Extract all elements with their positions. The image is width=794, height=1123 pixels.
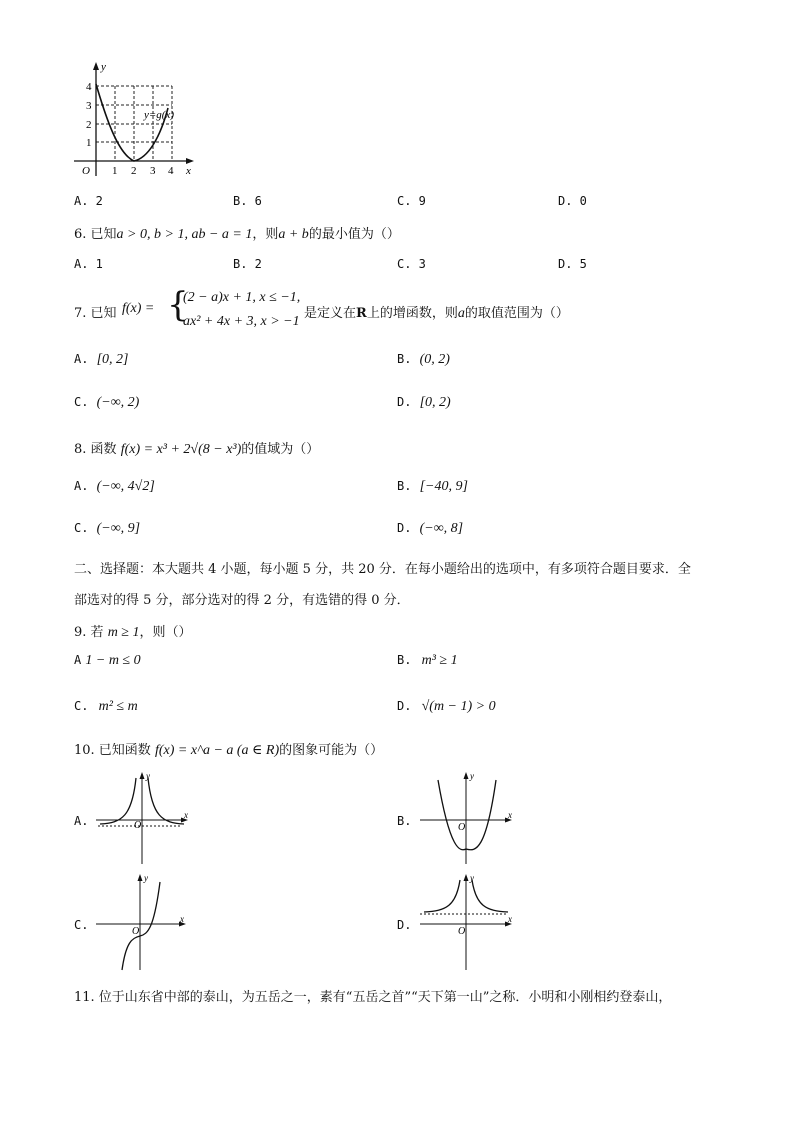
q8-option-a-label: A.: [74, 479, 89, 493]
q8-function: f(x) = x³ + 2√(8 − x³): [120, 442, 242, 457]
q7-case-1: (2 − a)x + 1, x ≤ −1,: [183, 290, 301, 305]
q9-suffix: ，则（）: [139, 625, 192, 640]
q7-option-a-label: A.: [74, 352, 89, 366]
q7-suffix-1: 是定义在: [304, 306, 357, 321]
q5-option-a[interactable]: A. 2: [74, 194, 103, 208]
q10-a-y-label: y: [146, 771, 150, 781]
q7-function-name: f(x) =: [122, 301, 155, 316]
question-8: [74, 438, 319, 458]
q7-option-b-label: B.: [397, 352, 412, 366]
q9-option-a[interactable]: [74, 653, 141, 669]
q10-c-y-label: y: [144, 873, 148, 883]
q8-option-c-label: C.: [74, 521, 89, 535]
top-function-graph: [60, 58, 200, 180]
q9-option-c-value: m² ≤ m: [98, 699, 138, 714]
q9-option-a-value: 1 − m ≤ 0: [85, 653, 141, 668]
q10-option-c[interactable]: C.: [74, 918, 89, 932]
q6-option-d[interactable]: D. 5: [558, 257, 587, 271]
x-tick-3: 3: [150, 165, 156, 177]
q6-condition: a > 0, b > 1, ab − a = 1: [116, 227, 253, 242]
q9-option-b-value: m³ ≥ 1: [421, 653, 458, 668]
q9-option-d[interactable]: [397, 699, 496, 715]
q10-c-origin: O: [132, 926, 140, 937]
question-11: 11. 位于山东省中部的泰山，为五岳之一，素有“五岳之首”“天下第一山”之称．小明和小刚相约登泰山，: [74, 990, 672, 1005]
q8-prefix: 8. 函数: [74, 442, 117, 457]
q5-option-b[interactable]: B. 6: [233, 194, 262, 208]
q10-d-origin: O: [458, 926, 466, 937]
q9-option-a-label: A: [74, 653, 82, 667]
q7-option-c-label: C.: [74, 395, 89, 409]
q8-option-b-label: B.: [397, 479, 412, 493]
q9-option-b[interactable]: [397, 653, 458, 669]
q7-case-2: ax² + 4x + 3, x > −1: [183, 314, 300, 329]
x-tick-4: 4: [168, 165, 174, 177]
q7-suffix-2: 上的增函数，则: [366, 306, 458, 321]
q10-graph-d: [416, 872, 516, 972]
q9-option-d-label: D.: [397, 699, 412, 713]
q10-a-origin: O: [134, 820, 142, 831]
q7-option-d[interactable]: [397, 395, 451, 411]
q10-option-b[interactable]: B.: [397, 814, 412, 828]
q10-a-x-label: x: [184, 810, 188, 820]
q8-option-c-value: (−∞, 9]: [96, 521, 141, 536]
q8-option-c[interactable]: [74, 521, 140, 537]
q7-brace: {: [167, 285, 189, 325]
q8-option-b[interactable]: [397, 479, 468, 495]
question-10: [74, 739, 383, 759]
q7-option-c[interactable]: [74, 395, 139, 411]
q9-option-d-value: √(m − 1) > 0: [421, 699, 496, 714]
q10-prefix: 10. 已知函数: [74, 743, 151, 758]
q9-prefix: 9. 若: [74, 625, 104, 640]
question-9: [74, 621, 192, 641]
q5-option-c[interactable]: C. 9: [397, 194, 426, 208]
q8-option-a[interactable]: [74, 479, 155, 495]
q6-prefix: 6. 已知: [74, 227, 117, 242]
q6-option-a[interactable]: A. 1: [74, 257, 103, 271]
y-tick-2: 2: [86, 119, 92, 131]
q10-graph-c: [92, 872, 192, 972]
x-tick-1: 1: [112, 165, 118, 177]
q10-b-x-label: x: [508, 810, 512, 820]
q10-d-y-label: y: [470, 873, 474, 883]
q8-suffix: 的值域为（）: [241, 442, 320, 457]
q7-suffix: [304, 302, 569, 322]
q10-option-a[interactable]: A.: [74, 814, 89, 828]
q8-option-b-value: [−40, 9]: [419, 479, 468, 494]
q6-suffix: 的最小值为（）: [308, 227, 400, 242]
y-tick-4: 4: [86, 81, 92, 93]
y-tick-1: 1: [86, 137, 92, 149]
q10-graph-b: [416, 770, 516, 866]
q7-option-c-value: (−∞, 2): [96, 395, 140, 410]
q10-b-y-label: y: [470, 771, 474, 781]
origin-label: O: [82, 165, 90, 177]
curve-label: y=g(x): [144, 109, 175, 121]
q7-param: a: [457, 306, 465, 321]
section-2-instructions-line-1: 二、选择题：本大题共 4 小题，每小题 5 分，共 20 分．在每小题给出的选项中，有多项符合题目要求．全: [74, 562, 691, 577]
q10-d-x-label: x: [508, 914, 512, 924]
x-tick-2: 2: [131, 165, 137, 177]
q9-option-c[interactable]: [74, 699, 138, 715]
q9-option-b-label: B.: [397, 653, 412, 667]
q6-expression: a + b: [278, 227, 309, 242]
q7-suffix-3: 的取值范围为（）: [464, 306, 569, 321]
q6-middle: ，则: [252, 227, 279, 242]
q7-option-d-value: [0, 2): [419, 395, 451, 410]
q7-option-b-value: (0, 2): [419, 352, 450, 367]
q8-option-a-value: (−∞, 4√2]: [96, 479, 155, 494]
q6-option-b[interactable]: B. 2: [233, 257, 262, 271]
q10-suffix: 的图象可能为（）: [279, 743, 384, 758]
q8-option-d[interactable]: [397, 521, 463, 537]
q7-real-set: R: [356, 306, 367, 321]
q10-function: f(x) = x^a − a (a ∈ R): [154, 743, 280, 758]
q5-option-d[interactable]: D. 0: [558, 194, 587, 208]
y-axis-label: y: [101, 61, 106, 73]
q7-option-b[interactable]: [397, 352, 450, 368]
q10-c-x-label: x: [180, 914, 184, 924]
q10-option-d[interactable]: D.: [397, 918, 412, 932]
q8-option-d-label: D.: [397, 521, 412, 535]
q8-option-d-value: (−∞, 8]: [419, 521, 464, 536]
q7-option-a-value: [0, 2]: [96, 352, 129, 367]
q9-option-c-label: C.: [74, 699, 89, 713]
question-6: [74, 223, 400, 243]
q10-b-origin: O: [458, 822, 466, 833]
x-axis-label: x: [186, 165, 191, 177]
q7-option-d-label: D.: [397, 395, 412, 409]
section-2-instructions-line-2: 部选对的得 5 分，部分选对的得 2 分，有选错的得 0 分．: [74, 593, 410, 608]
q7-option-a[interactable]: [74, 352, 129, 368]
q9-condition: m ≥ 1: [107, 625, 140, 640]
q10-graph-a: [92, 770, 192, 866]
y-tick-3: 3: [86, 100, 92, 112]
q7-prefix: 7. 已知: [74, 306, 117, 321]
q6-option-c[interactable]: C. 3: [397, 257, 426, 271]
